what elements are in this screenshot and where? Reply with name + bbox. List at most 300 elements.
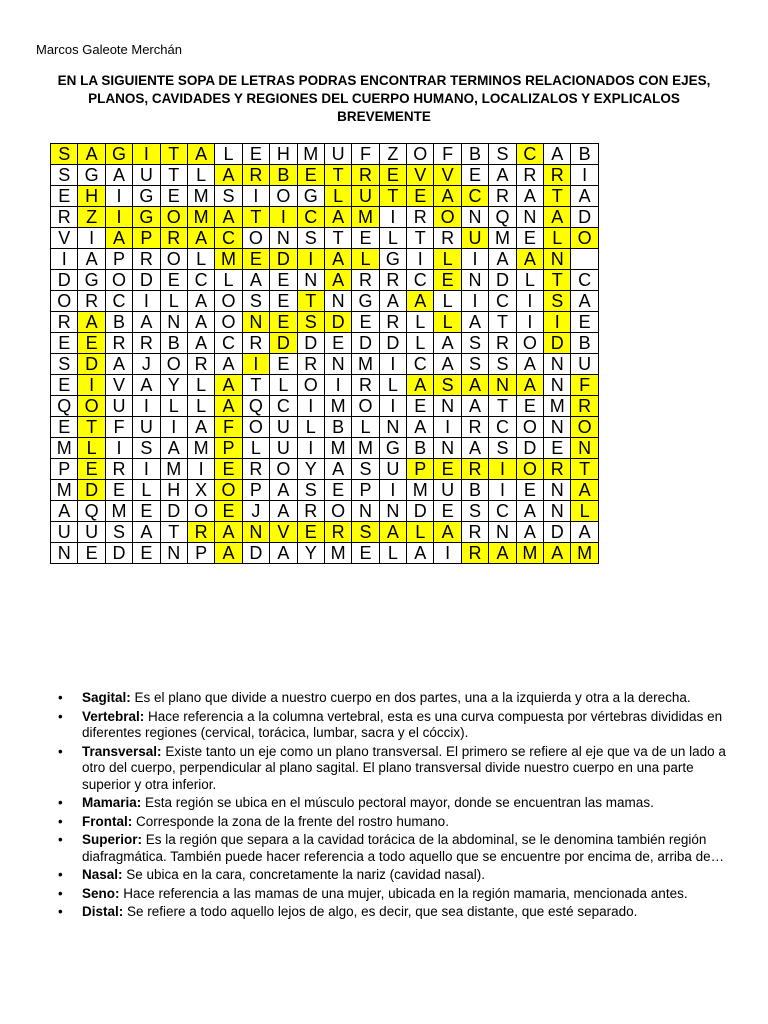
grid-cell: E — [242, 144, 269, 165]
grid-cell: R — [105, 333, 132, 354]
grid-cell: O — [187, 501, 214, 522]
grid-cell: L — [379, 228, 406, 249]
grid-cell: I — [489, 459, 516, 480]
grid-cell: A — [215, 354, 242, 375]
grid-cell: O — [324, 501, 351, 522]
grid-cell: E — [297, 165, 324, 186]
grid-cell: L — [434, 291, 461, 312]
grid-cell: A — [270, 543, 297, 564]
grid-cell: C — [297, 207, 324, 228]
grid-cell: I — [379, 396, 406, 417]
grid-cell: V — [434, 165, 461, 186]
grid-cell: S — [352, 522, 379, 543]
grid-cell: M — [324, 396, 351, 417]
grid-cell: R — [461, 417, 488, 438]
grid-row — [51, 459, 599, 480]
grid-cell: T — [571, 459, 598, 480]
grid-cell: D — [516, 438, 543, 459]
grid-cell: A — [105, 165, 132, 186]
grid-cell: I — [544, 312, 571, 333]
grid-cell: E — [461, 165, 488, 186]
grid-cell: U — [352, 186, 379, 207]
grid-cell: O — [434, 207, 461, 228]
grid-cell: M — [160, 459, 187, 480]
grid-cell: M — [544, 396, 571, 417]
grid-row — [51, 543, 599, 564]
grid-cell: G — [78, 165, 105, 186]
grid-cell: D — [297, 333, 324, 354]
grid-cell: I — [434, 417, 461, 438]
grid-cell: I — [571, 165, 598, 186]
grid-cell: O — [242, 417, 269, 438]
bullet-icon: • — [58, 690, 63, 705]
grid-cell: C — [516, 144, 543, 165]
grid-cell: U — [51, 522, 78, 543]
grid-cell: R — [242, 165, 269, 186]
grid-cell: P — [242, 480, 269, 501]
grid-cell: R — [51, 312, 78, 333]
grid-cell: L — [324, 186, 351, 207]
grid-cell: D — [352, 333, 379, 354]
definition-item — [56, 832, 736, 865]
grid-cell: D — [407, 501, 434, 522]
grid-cell: N — [242, 312, 269, 333]
grid-cell: S — [242, 291, 269, 312]
definition-text: Corresponde la zona de la frente del rostro humano. — [132, 813, 449, 829]
grid-cell: A — [544, 543, 571, 564]
grid-cell: T — [78, 417, 105, 438]
grid-cell: M — [297, 144, 324, 165]
grid-cell: L — [434, 249, 461, 270]
grid-cell: V — [270, 522, 297, 543]
grid-cell: T — [489, 396, 516, 417]
grid-cell: A — [215, 375, 242, 396]
grid-cell: F — [215, 417, 242, 438]
grid-cell: A — [407, 417, 434, 438]
grid-cell: R — [407, 207, 434, 228]
definition-text: Existe tanto un eje como un plano transversal. El primero se refiere al eje que va de un lado a otro del cuerpo, perpendicular al plano sagital. El plano transversal divide nuestro cuerpo en una parte superior y otra inferior. — [82, 743, 726, 792]
grid-cell: H — [160, 480, 187, 501]
grid-cell: N — [544, 375, 571, 396]
grid-cell: O — [51, 291, 78, 312]
definition-item — [56, 867, 736, 884]
definition-text: Hace referencia a la columna vertebral, esta es una curva compuesta por vértebras divididas en diferentes regiones (cervical, torácica, lumbar, sacra y el cóccix). — [82, 708, 723, 740]
grid-cell: A — [461, 396, 488, 417]
definition-item — [56, 904, 736, 921]
grid-cell: C — [489, 417, 516, 438]
grid-cell: M — [571, 543, 598, 564]
grid-cell: N — [270, 228, 297, 249]
grid-cell: E — [160, 186, 187, 207]
definition-text: Es la región que separa a la cavidad torácica de la abdominal, se le denomina también región diafragmática. También puede hacer referencia a todo aquello que se encuentre por encima de, arriba de… — [82, 832, 725, 864]
grid-cell: R — [461, 522, 488, 543]
grid-cell: A — [51, 501, 78, 522]
grid-cell: S — [461, 333, 488, 354]
grid-cell: M — [407, 480, 434, 501]
grid-cell: R — [133, 249, 160, 270]
grid-cell: D — [270, 333, 297, 354]
grid-cell: A — [187, 312, 214, 333]
grid-cell: R — [242, 333, 269, 354]
grid-cell: A — [516, 501, 543, 522]
grid-cell: A — [270, 501, 297, 522]
grid-cell: E — [215, 501, 242, 522]
grid-cell: N — [544, 501, 571, 522]
grid-cell: E — [270, 312, 297, 333]
grid-cell: E — [434, 270, 461, 291]
bullet-icon: • — [58, 795, 63, 810]
grid-cell: R — [51, 207, 78, 228]
grid-cell: E — [516, 228, 543, 249]
grid-cell: S — [489, 438, 516, 459]
grid-cell: A — [324, 207, 351, 228]
grid-cell: U — [379, 459, 406, 480]
grid-cell: A — [215, 165, 242, 186]
grid-cell: N — [379, 417, 406, 438]
grid-cell: M — [352, 354, 379, 375]
grid-cell: L — [78, 438, 105, 459]
definition-item — [56, 814, 736, 831]
definition-text: Se refiere a todo aquello lejos de algo, es decir, que sea distante, que esté separado. — [123, 904, 638, 919]
grid-cell: A — [434, 186, 461, 207]
grid-cell: S — [133, 438, 160, 459]
grid-cell: I — [133, 396, 160, 417]
grid-cell: E — [297, 522, 324, 543]
grid-cell: L — [160, 291, 187, 312]
grid-cell: I — [160, 417, 187, 438]
grid-cell: M — [489, 228, 516, 249]
grid-cell: T — [160, 144, 187, 165]
grid-cell: Z — [379, 144, 406, 165]
grid-cell: S — [461, 354, 488, 375]
grid-cell: L — [133, 480, 160, 501]
grid-cell: O — [242, 228, 269, 249]
grid-cell: E — [407, 186, 434, 207]
grid-cell: R — [489, 186, 516, 207]
definition-item — [56, 886, 736, 903]
grid-cell: S — [489, 144, 516, 165]
grid-row — [51, 396, 599, 417]
grid-cell: A — [78, 312, 105, 333]
grid-cell: R — [544, 165, 571, 186]
grid-cell: I — [78, 375, 105, 396]
grid-cell: N — [489, 375, 516, 396]
definition-text: Esta región se ubica en el músculo pectoral mayor, donde se encuentran las mamas. — [141, 795, 654, 810]
grid-cell: C — [407, 270, 434, 291]
grid-cell: I — [297, 249, 324, 270]
grid-cell: A — [187, 291, 214, 312]
grid-cell: R — [544, 459, 571, 480]
grid-cell: L — [516, 270, 543, 291]
grid-cell: U — [270, 438, 297, 459]
grid-cell: O — [571, 417, 598, 438]
grid-cell: A — [571, 186, 598, 207]
grid-cell: E — [352, 543, 379, 564]
grid-cell: A — [105, 354, 132, 375]
grid-cell: A — [215, 207, 242, 228]
definition-term: Distal: — [82, 904, 124, 919]
grid-cell: A — [324, 249, 351, 270]
definition-item — [56, 795, 736, 812]
grid-cell: N — [434, 396, 461, 417]
grid-cell — [571, 249, 598, 270]
grid-cell: V — [407, 165, 434, 186]
grid-cell: Q — [78, 501, 105, 522]
grid-cell: L — [544, 228, 571, 249]
grid-cell: N — [544, 417, 571, 438]
grid-cell: N — [160, 312, 187, 333]
grid-cell: R — [516, 165, 543, 186]
grid-cell: A — [215, 396, 242, 417]
grid-cell: L — [160, 396, 187, 417]
grid-cell: U — [105, 396, 132, 417]
grid-cell: E — [133, 543, 160, 564]
grid-cell: O — [105, 270, 132, 291]
grid-cell: P — [51, 459, 78, 480]
grid-cell: C — [215, 333, 242, 354]
grid-cell: B — [160, 333, 187, 354]
grid-cell: E — [352, 312, 379, 333]
grid-cell: D — [324, 312, 351, 333]
grid-cell: I — [78, 228, 105, 249]
instructions-heading: EN LA SIGUIENTE SOPA DE LETRAS PODRAS ENCONTRAR TERMINOS RELACIONADOS CON EJES, PLANOS, CAVIDADES Y REGIONES DEL CUERPO HUMANO, LOCALIZALOS Y EXPLICALOS BREVEMENTE — [57, 73, 711, 124]
grid-cell: T — [160, 522, 187, 543]
grid-cell: E — [78, 459, 105, 480]
grid-cell: L — [270, 375, 297, 396]
grid-cell: R — [434, 228, 461, 249]
grid-cell: N — [324, 291, 351, 312]
grid-cell: A — [461, 312, 488, 333]
grid-cell: O — [516, 333, 543, 354]
grid-cell: S — [51, 144, 78, 165]
grid-cell: G — [297, 186, 324, 207]
grid-cell: D — [544, 522, 571, 543]
grid-cell: A — [461, 375, 488, 396]
grid-cell: A — [434, 522, 461, 543]
grid-row — [51, 144, 599, 165]
grid-cell: Q — [242, 396, 269, 417]
bullet-icon: • — [58, 904, 63, 919]
grid-cell: A — [516, 375, 543, 396]
grid-cell: N — [571, 438, 598, 459]
grid-cell: N — [51, 543, 78, 564]
grid-cell: M — [352, 207, 379, 228]
grid-cell: O — [407, 144, 434, 165]
grid-cell: O — [160, 207, 187, 228]
grid-cell: B — [461, 480, 488, 501]
grid-cell: R — [297, 501, 324, 522]
grid-cell: R — [352, 165, 379, 186]
grid-cell: R — [352, 270, 379, 291]
grid-cell: A — [270, 480, 297, 501]
grid-cell: I — [489, 480, 516, 501]
grid-cell: C — [571, 270, 598, 291]
grid-cell: E — [105, 480, 132, 501]
grid-cell: L — [187, 165, 214, 186]
grid-cell: A — [324, 270, 351, 291]
grid-cell: G — [379, 249, 406, 270]
grid-cell: G — [105, 144, 132, 165]
grid-cell: O — [516, 459, 543, 480]
definition-term: Nasal: — [82, 867, 123, 882]
grid-cell: I — [324, 375, 351, 396]
grid-cell: B — [571, 144, 598, 165]
grid-cell: M — [187, 207, 214, 228]
grid-cell: A — [133, 312, 160, 333]
grid-cell: A — [187, 417, 214, 438]
grid-cell: C — [407, 354, 434, 375]
grid-cell: E — [270, 354, 297, 375]
grid-cell: N — [160, 543, 187, 564]
grid-cell: S — [105, 522, 132, 543]
grid-cell: P — [407, 459, 434, 480]
grid-cell: A — [489, 249, 516, 270]
grid-cell: I — [297, 438, 324, 459]
grid-cell: L — [352, 249, 379, 270]
grid-cell: R — [379, 270, 406, 291]
grid-cell: E — [324, 480, 351, 501]
grid-cell: P — [215, 438, 242, 459]
grid-cell: R — [242, 459, 269, 480]
grid-cell: R — [78, 291, 105, 312]
grid-cell: Q — [489, 207, 516, 228]
grid-cell: I — [105, 186, 132, 207]
grid-cell: C — [187, 270, 214, 291]
grid-cell: A — [187, 144, 214, 165]
grid-cell: N — [324, 354, 351, 375]
grid-cell: T — [544, 270, 571, 291]
definition-term: Frontal: — [82, 813, 133, 829]
grid-cell: Z — [78, 207, 105, 228]
grid-row — [51, 291, 599, 312]
grid-cell: L — [434, 312, 461, 333]
grid-cell: C — [489, 291, 516, 312]
grid-cell: G — [133, 207, 160, 228]
grid-cell: A — [407, 543, 434, 564]
grid-cell: M — [324, 543, 351, 564]
grid-row — [51, 249, 599, 270]
author-name: Marcos Galeote Merchán — [36, 42, 182, 57]
grid-cell: A — [187, 228, 214, 249]
grid-cell: T — [489, 312, 516, 333]
grid-cell: A — [187, 333, 214, 354]
grid-cell: S — [297, 228, 324, 249]
grid-cell: S — [215, 186, 242, 207]
grid-cell: Y — [297, 459, 324, 480]
grid-cell: M — [105, 501, 132, 522]
grid-cell: B — [105, 312, 132, 333]
grid-cell: L — [571, 501, 598, 522]
grid-cell: M — [352, 438, 379, 459]
grid-row — [51, 417, 599, 438]
definition-term: Mamaria: — [82, 795, 142, 810]
definition-text: Es el plano que divide a nuestro cuerpo en dos partes, una a la izquierda y otra a la derecha. — [130, 690, 691, 705]
grid-cell: C — [270, 396, 297, 417]
grid-cell: N — [297, 270, 324, 291]
definition-term: Seno: — [82, 885, 120, 901]
grid-cell: E — [51, 333, 78, 354]
grid-cell: T — [242, 375, 269, 396]
grid-cell: I — [242, 186, 269, 207]
grid-cell: E — [571, 312, 598, 333]
grid-cell: D — [160, 501, 187, 522]
grid-cell: A — [571, 522, 598, 543]
grid-cell: N — [461, 207, 488, 228]
definition-term: Transversal: — [82, 743, 162, 759]
grid-cell: U — [78, 522, 105, 543]
grid-cell: E — [379, 165, 406, 186]
grid-cell: A — [215, 543, 242, 564]
grid-cell: N — [489, 522, 516, 543]
grid-row — [51, 333, 599, 354]
grid-cell: A — [105, 228, 132, 249]
grid-cell: R — [571, 396, 598, 417]
grid-cell: I — [133, 291, 160, 312]
grid-cell: I — [133, 459, 160, 480]
grid-cell: C — [215, 228, 242, 249]
grid-cell: A — [78, 144, 105, 165]
grid-cell: E — [215, 459, 242, 480]
grid-cell: N — [516, 207, 543, 228]
grid-cell: E — [51, 186, 78, 207]
grid-cell: L — [187, 375, 214, 396]
grid-cell: A — [407, 375, 434, 396]
grid-cell: E — [516, 480, 543, 501]
grid-cell: A — [571, 291, 598, 312]
grid-cell: T — [324, 228, 351, 249]
grid-cell: D — [379, 333, 406, 354]
grid-cell: C — [489, 501, 516, 522]
grid-cell: V — [51, 228, 78, 249]
grid-cell: I — [242, 354, 269, 375]
grid-cell: N — [544, 249, 571, 270]
grid-cell: R — [160, 228, 187, 249]
grid-cell: N — [379, 501, 406, 522]
grid-cell: D — [571, 207, 598, 228]
grid-cell: U — [133, 165, 160, 186]
grid-cell: A — [379, 522, 406, 543]
grid-cell: S — [352, 459, 379, 480]
grid-cell: L — [407, 522, 434, 543]
grid-cell: S — [461, 501, 488, 522]
grid-cell: U — [434, 480, 461, 501]
grid-cell: A — [516, 354, 543, 375]
grid-cell: G — [379, 438, 406, 459]
grid-cell: U — [270, 417, 297, 438]
grid-cell: P — [105, 249, 132, 270]
definition-term: Vertebral: — [82, 708, 145, 724]
grid-cell: O — [571, 228, 598, 249]
grid-cell: D — [78, 354, 105, 375]
grid-cell: T — [407, 228, 434, 249]
grid-cell: Y — [160, 375, 187, 396]
grid-cell: T — [379, 186, 406, 207]
grid-cell: L — [215, 144, 242, 165]
grid-cell: A — [160, 438, 187, 459]
grid-cell: D — [105, 543, 132, 564]
grid-row — [51, 165, 599, 186]
grid-cell: A — [544, 144, 571, 165]
grid-cell: N — [544, 354, 571, 375]
grid-cell: E — [160, 270, 187, 291]
grid-cell: T — [297, 291, 324, 312]
definitions-list — [56, 690, 736, 923]
grid-cell: I — [407, 249, 434, 270]
grid-row — [51, 438, 599, 459]
grid-cell: O — [270, 186, 297, 207]
grid-cell: I — [379, 480, 406, 501]
grid-cell: U — [461, 228, 488, 249]
